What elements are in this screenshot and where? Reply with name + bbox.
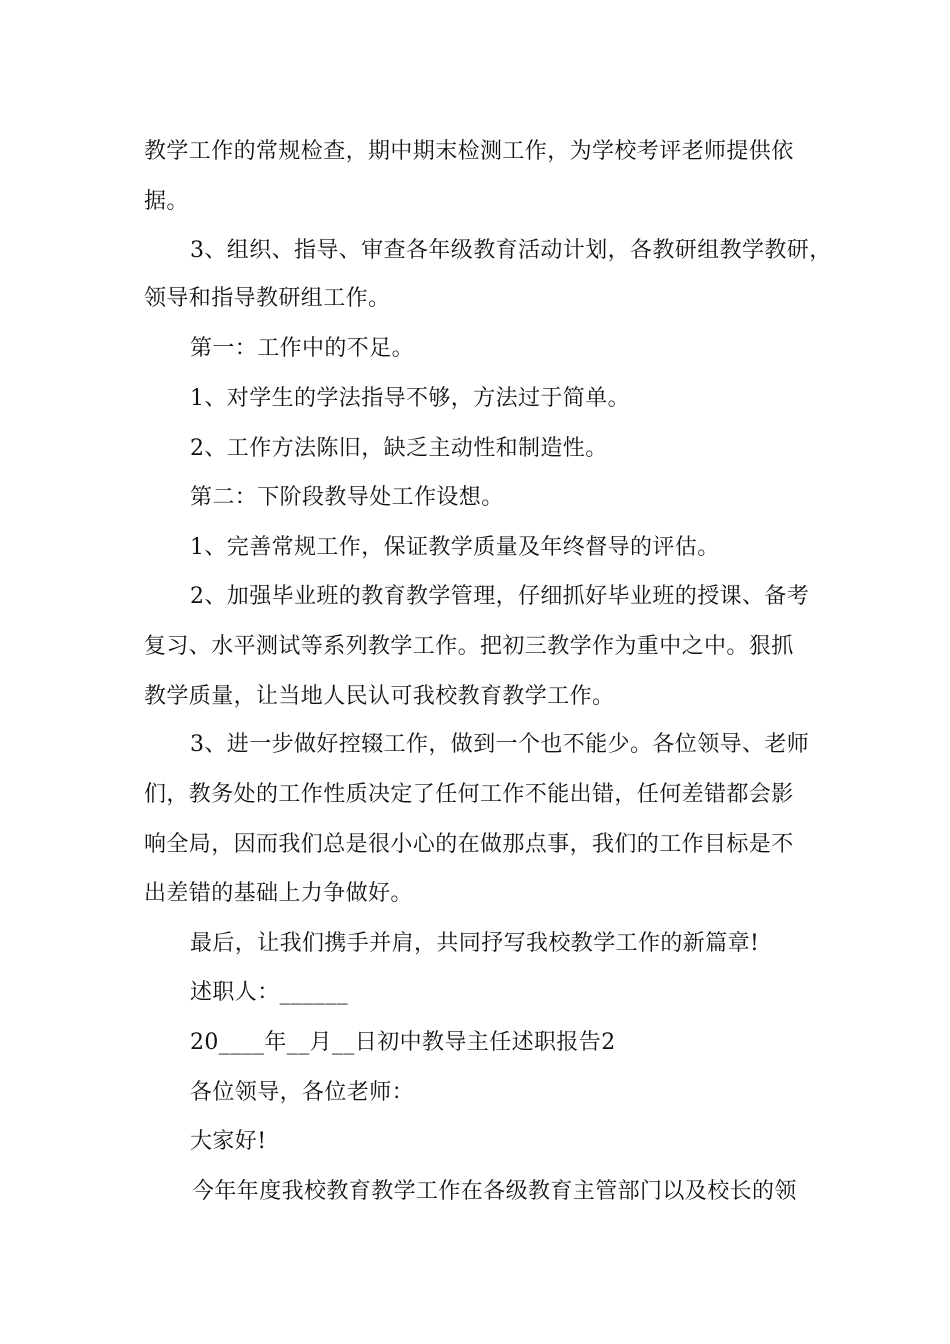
text-line: 响全局，因而我们总是很小心的在做那点事，我们的工作目标是不 [144,832,794,857]
text-line: 据。 [144,189,189,214]
section-heading: 第二：下阶段教导处工作设想。 [190,485,504,510]
text-line: 今年年度我校教育教学工作在各级教育主管部门以及校长的领 [192,1179,797,1204]
text-line: 领导和指导教研组工作。 [144,286,391,311]
text-line: 们，教务处的工作性质决定了任何工作不能出错，任何差错都会影 [144,782,794,807]
text-line: 3、组织、指导、审查各年级教育活动计划，各教研组教学教研， [190,238,832,263]
text-line: 3、进一步做好控辍工作，做到一个也不能少。各位领导、老师 [190,732,810,757]
salutation: 各位领导，各位老师： [190,1080,415,1105]
text-line: 出差错的基础上力争做好。 [144,881,413,906]
greeting: 大家好! [190,1129,267,1154]
text-line: 1、完善常规工作，保证教学质量及年终督导的评估。 [190,535,720,560]
signature-line: 述职人：______ [190,980,349,1005]
text-line: 最后，让我们携手并肩，共同抒写我校教学工作的新篇章! [190,931,760,956]
text-line: 1、对学生的学法指导不够，方法过于简单。 [190,386,630,411]
section-heading: 第一：工作中的不足。 [190,336,415,361]
text-line: 2、加强毕业班的教育教学管理，仔细抓好毕业班的授课、备考 [190,584,810,609]
text-line: 复习、水平测试等系列教学工作。把初三教学作为重中之中。狠抓 [144,634,794,659]
text-line: 教学质量，让当地人民认可我校教育教学工作。 [144,684,615,709]
text-line: 2、工作方法陈旧，缺乏主动性和制造性。 [190,436,608,461]
text-line: 教学工作的常规检查，期中期末检测工作，为学校考评老师提供依 [144,139,794,164]
report-title: 20____年__月__日初中教导主任述职报告2 [190,1030,616,1055]
